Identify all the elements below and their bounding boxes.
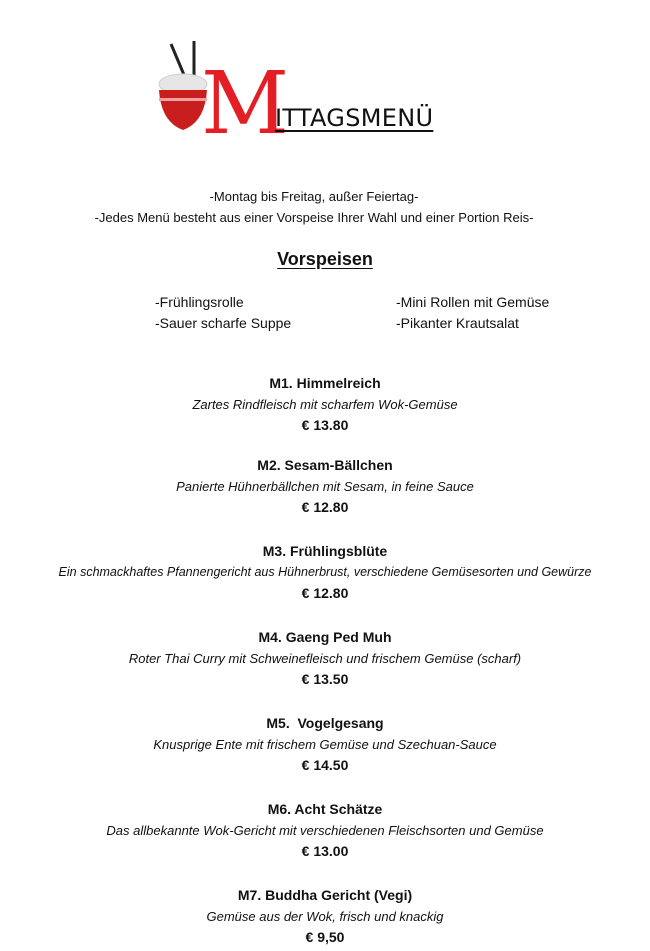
dish-description: Das allbekannte Wok-Gericht mit verschiedenen Fleischsorten und Gemüse — [106, 823, 544, 838]
dish-price: € 14.50 — [301, 757, 349, 773]
dish-name: M7. Buddha Gericht (Vegi) — [237, 887, 413, 903]
bowl-stripe — [159, 98, 207, 101]
dish-name: M3. Frühlingsblüte — [262, 543, 388, 559]
dish-price: € 12.80 — [301, 585, 349, 601]
dish-description: Zartes Rindfleisch mit scharfem Wok-Gemüse — [192, 397, 458, 412]
dish-description: Panierte Hühnerbällchen mit Sesam, in feine Sauce — [176, 479, 474, 494]
dish-description: Knusprige Ente mit frischem Gemüse und Szechuan-Sauce — [153, 737, 497, 752]
logo-initial: M — [201, 54, 290, 154]
starter-item: -Sauer scharfe Suppe — [155, 315, 292, 331]
dish-price: € 13.80 — [301, 417, 349, 433]
dish-name: M4. Gaeng Ped Muh — [258, 629, 392, 645]
menu-item — [0, 455, 650, 518]
dish-description: Gemüse aus der Wok, frisch und knackig — [206, 909, 444, 924]
dish-price: € 12.80 — [301, 499, 349, 515]
section-title-starters: Vorspeisen — [277, 249, 373, 269]
starter-item: -Mini Rollen mit Gemüse — [396, 294, 550, 310]
note-days: -Montag bis Freitag, außer Feiertag- — [209, 189, 419, 204]
dish-name: M6. Acht Schätze — [267, 801, 383, 817]
menu-item — [0, 373, 650, 436]
logo — [157, 38, 290, 154]
menu-item — [0, 541, 650, 604]
dish-price: € 9,50 — [305, 929, 345, 945]
dish-name: M5. Vogelgesang — [266, 715, 384, 731]
menu-item — [0, 885, 650, 948]
dish-description: Roter Thai Curry mit Schweinefleisch und frischem Gemüse (scharf) — [128, 651, 522, 666]
dish-price: € 13.50 — [301, 671, 349, 687]
bowl — [159, 90, 207, 130]
rice-bowl-icon — [157, 38, 290, 154]
menu-item — [0, 799, 650, 862]
menu-item — [0, 627, 650, 690]
dish-price: € 13.00 — [301, 843, 349, 859]
page-title: ITTAGSMENÜ — [275, 104, 434, 132]
dish-name: M2. Sesam-Bällchen — [257, 457, 393, 473]
starter-item: -Pikanter Krautsalat — [396, 315, 519, 331]
menu-item — [0, 713, 650, 776]
note-menu-info: -Jedes Menü besteht aus einer Vorspeise Ihrer Wahl und einer Portion Reis- — [94, 210, 534, 225]
starter-item: -Frühlingsrolle — [155, 294, 244, 310]
dish-name: M1. Himmelreich — [269, 375, 381, 391]
dish-description: Ein schmackhaftes Pfannengericht aus Hühnerbrust, verschiedene Gemüsesorten und Gewürze — [58, 565, 592, 579]
